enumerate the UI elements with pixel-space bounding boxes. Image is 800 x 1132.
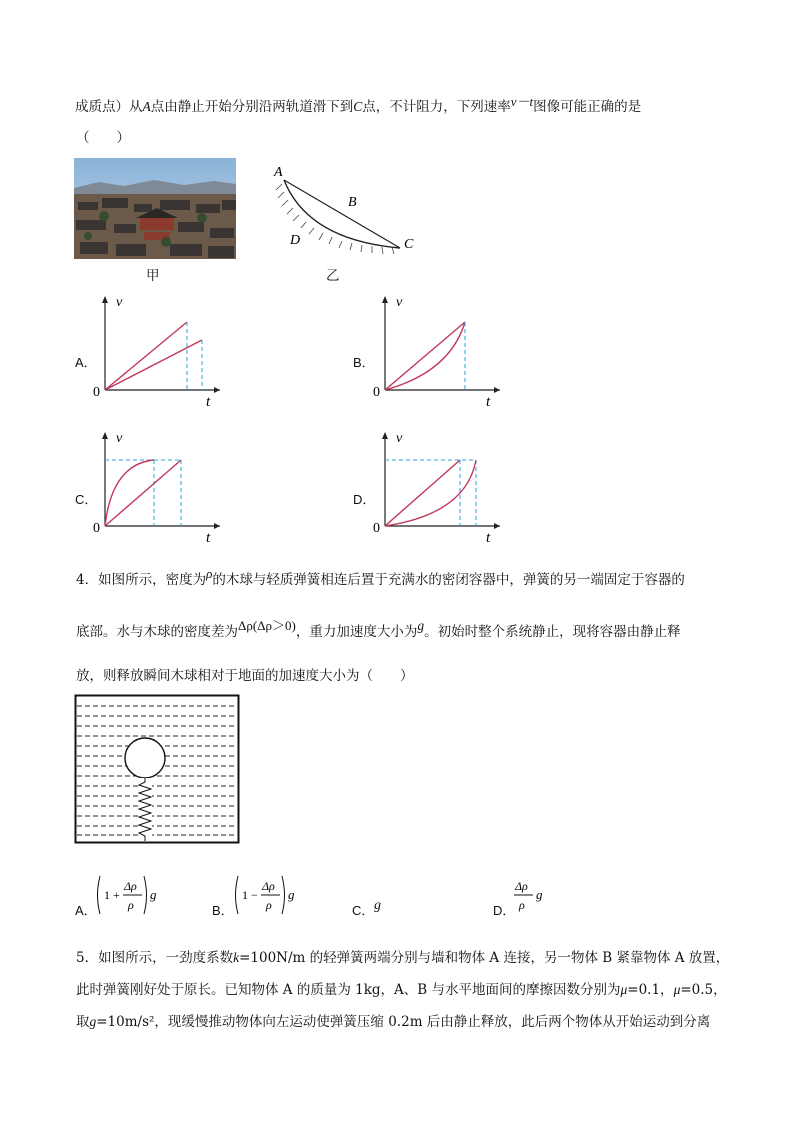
q3-answer-paren: （ ） [76, 130, 130, 146]
origin-label: 0 [93, 521, 100, 536]
container-diagram [74, 694, 240, 844]
axis-t-label: t [206, 530, 211, 546]
q4-b-den: ρ [266, 898, 272, 912]
diagram-label-d: D [290, 233, 301, 248]
q5-stem-line2 [76, 980, 727, 1000]
q3-text-a: 成质点）从 [75, 99, 143, 115]
q3-option-a-graph[interactable] [90, 292, 240, 410]
q4-option-b-label[interactable]: B． [212, 903, 234, 918]
photo-caption: 甲 [146, 268, 160, 284]
q5-text-f: 取 [76, 1014, 90, 1030]
q4-option-c-label[interactable]: C． [352, 903, 375, 918]
q3-stem-line1 [75, 94, 642, 117]
q4-a-g: g [150, 887, 157, 902]
q5-text-c: 此时弹簧刚好处于原长。已知物体 A 的质量为 1kg，A、B 与水平地面间的摩擦因数分别为 [76, 982, 621, 998]
q5-text-e: =0.5， [680, 982, 727, 998]
q4-option-b-expr[interactable] [232, 874, 302, 920]
q3-point-a: A [142, 99, 151, 114]
q4-a-prefix: 1 + [104, 888, 120, 902]
wooden-ball [125, 738, 165, 778]
axis-t-label: t [486, 394, 491, 410]
q3-option-d-graph[interactable] [370, 428, 520, 546]
diagram-label-c: C [404, 237, 414, 252]
q3-option-b-graph[interactable] [370, 292, 520, 410]
origin-label: 0 [93, 385, 100, 400]
q3-option-c-label[interactable]: C． [75, 492, 98, 507]
q5-text-g: =10m/s²，现缓慢推动物体向左运动使弹簧压缩 0.2m 后由静止释放，此后两个物体从开始运动到分离 [96, 1014, 711, 1030]
axis-v-label: v [116, 295, 123, 310]
q4-d-num: Δρ [515, 879, 528, 893]
q5-stem-line1 [76, 948, 729, 968]
q5-text-d: =0.1， [627, 982, 674, 998]
q4-text-c: 底部。水与木球的密度差为 [76, 624, 238, 640]
q4-b-g: g [288, 887, 295, 902]
q4-option-a-label[interactable]: A． [75, 903, 97, 918]
q4-text-a: 4．如图所示，密度为 [76, 572, 207, 588]
q3-text-b: 点由静止开始分别沿两轨道滑下到 [150, 99, 354, 115]
q4-stem-line1 [76, 566, 685, 590]
q4-option-a-expr[interactable] [94, 874, 164, 920]
diagram-label-b: B [348, 195, 357, 210]
q3-option-c-graph[interactable] [90, 428, 240, 546]
q3-text-c: 点，不计阻力，下列速率 [362, 99, 511, 115]
origin-label: 0 [373, 385, 380, 400]
track-diagram [268, 160, 428, 260]
q4-b-num: Δρ [262, 879, 275, 893]
q5-text-a: 5．如图所示，一劲度系数 [76, 950, 234, 966]
q4-stem-line3: 放，则释放瞬间木球相对于地面的加速度大小为（ ） [76, 668, 414, 684]
q5-k: k [233, 950, 240, 965]
q4-text-e: 。初始时整个系统静止，现将容器由静止释 [424, 624, 681, 640]
q3-option-d-label[interactable]: D． [353, 492, 376, 507]
q5-g: g [89, 1014, 97, 1029]
q5-stem-line3 [76, 1012, 710, 1032]
q3-option-b-label[interactable]: B． [353, 355, 375, 370]
q4-delta-expr: Δρ(Δρ＞0) [238, 618, 296, 633]
axis-t-label: t [206, 394, 211, 410]
q4-rho: ρ [206, 566, 213, 581]
q5-mu1: μ [620, 982, 628, 997]
q3-point-c: C [353, 99, 363, 114]
q4-option-c-expr[interactable]: g [374, 898, 381, 913]
q4-d-g: g [536, 887, 543, 902]
q3-vt: v－t [510, 94, 534, 109]
diagram-label-a: A [274, 165, 283, 180]
q4-option-d-expr[interactable] [512, 876, 552, 920]
q5-text-b: =100N/m 的轻弹簧两端分别与墙和物体 A 连接，另一物体 B 紧靠物体 A 放置， [239, 950, 730, 966]
q4-d-den: ρ [519, 898, 525, 912]
q3-option-a-label[interactable]: A． [75, 355, 97, 370]
q4-a-den: ρ [128, 898, 134, 912]
axis-t-label: t [486, 530, 491, 546]
axis-v-label: v [396, 431, 403, 446]
diagram-caption: 乙 [326, 268, 340, 284]
town-photo [74, 158, 236, 259]
q4-g: g [417, 618, 425, 633]
q5-mu2: μ [673, 982, 681, 997]
axis-v-label: v [396, 295, 403, 310]
q3-text-d: 图像可能正确的是 [533, 99, 642, 115]
q4-stem-line2 [76, 618, 681, 642]
origin-label: 0 [373, 521, 380, 536]
q4-option-d-label[interactable]: D． [493, 903, 516, 918]
q4-b-prefix: 1 − [242, 888, 258, 902]
q4-text-b: 的木球与轻质弹簧相连后置于充满水的密闭容器中，弹簧的另一端固定于容器的 [212, 572, 685, 588]
axis-v-label: v [116, 431, 123, 446]
q4-text-d: ，重力加速度大小为 [295, 624, 418, 640]
q4-a-num: Δρ [124, 879, 137, 893]
